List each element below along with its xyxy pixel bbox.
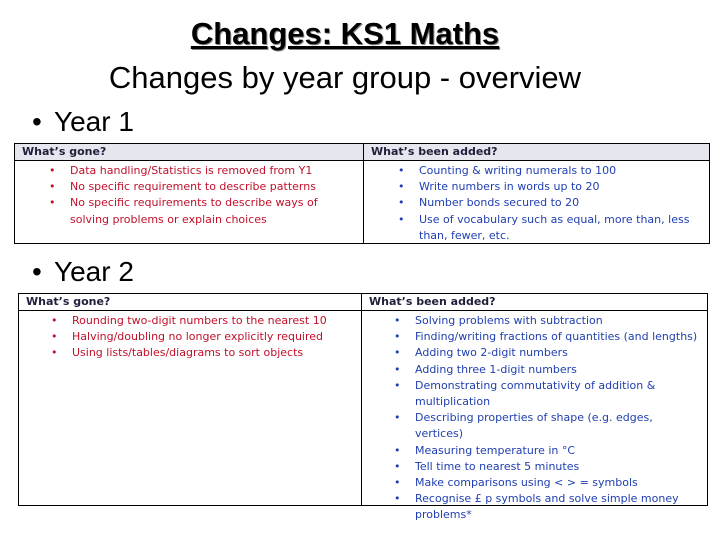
year2-gone-header: What’s gone? bbox=[19, 294, 361, 311]
year1-added-column bbox=[363, 144, 709, 243]
year2-added-column bbox=[361, 294, 707, 522]
list-item: • Halving/doubling no longer explicitly required bbox=[19, 329, 357, 345]
year1-gone-header: What’s gone? bbox=[15, 144, 363, 161]
bullet-icon: • bbox=[398, 196, 405, 210]
bullet-icon: • bbox=[394, 378, 401, 392]
bullet-icon: • bbox=[398, 180, 405, 194]
bullet-icon: • bbox=[394, 443, 401, 457]
bullet-icon: • bbox=[49, 196, 56, 210]
year2-table bbox=[18, 293, 708, 522]
year2-gone-column bbox=[19, 294, 361, 505]
year2-gone-list bbox=[19, 311, 361, 362]
list-item: • Adding three 1-digit numbers bbox=[362, 362, 703, 378]
year2-heading bbox=[32, 256, 134, 288]
year1-added-header: What’s been added? bbox=[364, 144, 709, 161]
bullet-icon: • bbox=[394, 346, 401, 360]
bullet-icon: • bbox=[32, 106, 42, 137]
list-item: • Describing properties of shape (e.g. edges, vertices) bbox=[394, 411, 653, 441]
list-item: • Recognise £ p symbols and solve simple money problems* bbox=[394, 492, 679, 522]
bullet-icon: • bbox=[394, 411, 401, 425]
bullet-icon: • bbox=[51, 346, 58, 360]
list-item: • Rounding two-digit numbers to the nearest 10 bbox=[19, 313, 357, 329]
year2-added-header: What’s been added? bbox=[362, 294, 707, 311]
list-item: • Finding/writing fractions of quantities (and lengths) bbox=[362, 329, 703, 345]
bullet-icon: • bbox=[51, 314, 58, 327]
page-title: Changes: KS1 Maths bbox=[190, 16, 500, 51]
year1-heading bbox=[32, 106, 134, 138]
year1-added-list bbox=[364, 161, 709, 244]
page-subtitle: Changes by year group - overview bbox=[108, 60, 582, 95]
bullet-icon: • bbox=[32, 256, 42, 287]
list-item: • Number bonds secured to 20 bbox=[364, 195, 705, 211]
year1-gone-list bbox=[15, 161, 363, 228]
list-item: • Write numbers in words up to 20 bbox=[364, 179, 705, 195]
list-item: • Make comparisons using < > = symbols bbox=[362, 475, 703, 491]
year1-table bbox=[14, 143, 710, 244]
bullet-icon: • bbox=[398, 164, 405, 177]
list-item: • No specific requirements to describe ways of solving problems or explain choices bbox=[49, 196, 318, 226]
bullet-icon: • bbox=[394, 362, 401, 376]
year1-gone-column bbox=[15, 144, 363, 243]
list-item: • Measuring temperature in °C bbox=[362, 443, 703, 459]
list-item: • Use of vocabulary such as equal, more than, less than, fewer, etc. bbox=[398, 212, 690, 242]
year1-heading-label: Year 1 bbox=[54, 106, 134, 137]
list-item: • No specific requirement to describe patterns bbox=[15, 179, 359, 195]
list-item: • Using lists/tables/diagrams to sort objects bbox=[19, 345, 357, 361]
list-item: • Demonstrating commutativity of addition & multiplication bbox=[394, 378, 656, 409]
bullet-icon: • bbox=[398, 212, 405, 226]
bullet-icon: • bbox=[394, 492, 401, 506]
list-item: • Solving problems with subtraction bbox=[362, 313, 703, 329]
bullet-icon: • bbox=[394, 459, 401, 473]
bullet-icon: • bbox=[49, 180, 56, 194]
list-item: • Counting & writing numerals to 100 bbox=[364, 163, 705, 179]
list-item: • Data handling/Statistics is removed from Y1 bbox=[15, 163, 359, 179]
bullet-icon: • bbox=[394, 314, 401, 327]
bullet-icon: • bbox=[394, 476, 401, 490]
list-item: • Adding two 2-digit numbers bbox=[362, 345, 703, 361]
year2-heading-label: Year 2 bbox=[54, 256, 134, 287]
bullet-icon: • bbox=[49, 164, 56, 177]
year2-added-list bbox=[362, 311, 707, 524]
bullet-icon: • bbox=[51, 330, 58, 344]
list-item: • Tell time to nearest 5 minutes bbox=[362, 459, 703, 475]
bullet-icon: • bbox=[394, 330, 401, 344]
